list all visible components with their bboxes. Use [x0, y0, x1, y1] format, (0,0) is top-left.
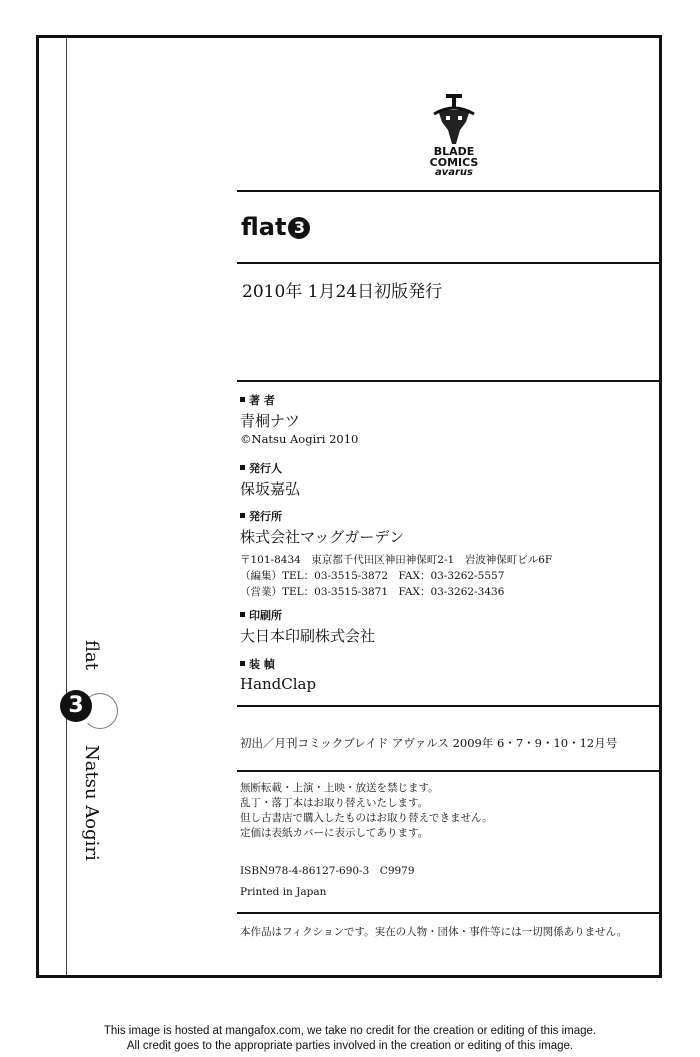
- fiction-notice: 本作品はフィクションです。実在の人物・団体・事件等には一切関係ありません。: [240, 926, 628, 938]
- spine-title: flat: [81, 640, 102, 670]
- divider-appearance: [237, 770, 662, 772]
- bullet-square-icon: [240, 661, 245, 666]
- author-name: 青桐ナツ: [240, 412, 300, 430]
- logo-line-1: BLADE: [433, 145, 475, 158]
- book-title: [241, 213, 310, 241]
- divider-title: [237, 262, 662, 264]
- publisher-person-name: 保坂嘉弘: [240, 480, 301, 498]
- isbn: ISBN978-4-86127-690-3 C9979: [240, 865, 415, 877]
- logo-line-2: COMICS: [429, 156, 479, 169]
- notice-line: 定価は表紙カバーに表示してあります。: [240, 827, 429, 839]
- bullet-square-icon: [240, 513, 245, 518]
- castle-emblem-icon: [420, 92, 488, 150]
- spine-divider: [66, 38, 67, 975]
- publisher-label: 発行所: [240, 508, 282, 524]
- publisher-address: 〒101-8434 東京都千代田区神田神保町2-1 岩波神保町ビル6F: [240, 554, 553, 566]
- bullet-square-icon: [240, 465, 245, 470]
- hosting-notice-line-2: All credit goes to the appropriate parties involved in the creation or editing of this image.: [126, 1040, 574, 1052]
- first-edition-date: 2010年 1月24日初版発行: [242, 282, 443, 302]
- printer-label: 印刷所: [240, 607, 282, 623]
- divider-date: [237, 380, 662, 382]
- printed-in: Printed in Japan: [240, 886, 327, 898]
- divider-notices: [237, 912, 662, 914]
- hosting-notice-line-1: This image is hosted at mangafox.com, we take no credit for the creation or editing of this image.: [103, 1025, 597, 1037]
- first-appearance: 初出／月刊コミックブレイド アヴァルス 2009年 6・7・9・10・12月号: [240, 736, 618, 750]
- publisher-name: 株式会社マッグガーデン: [240, 528, 405, 546]
- bullet-square-icon: [240, 397, 245, 402]
- notice-line: 無断転載・上演・上映・放送を禁じます。: [240, 782, 439, 794]
- publisher-tel-sales: （営業）TEL：03-3515-3871 FAX：03-3262-3436: [240, 586, 505, 598]
- bullet-square-icon: [240, 612, 245, 617]
- author-label: 著 者: [240, 392, 275, 408]
- author-copyright: ©Natsu Aogiri 2010: [240, 432, 359, 446]
- logo-line-3: avarus: [434, 167, 474, 178]
- publisher-person-label: 発行人: [240, 460, 282, 476]
- blade-comics-logo: [420, 92, 488, 182]
- publisher-tel-editorial: （編集）TEL：03-3515-3872 FAX：03-3262-5557: [240, 570, 505, 582]
- printer-name: 大日本印刷株式会社: [240, 627, 376, 645]
- design-label: 装 幀: [240, 656, 275, 672]
- book-title-text: flat: [241, 213, 287, 241]
- volume-badge: 3: [288, 217, 310, 239]
- spine-volume-badge: 3: [60, 690, 92, 722]
- notice-line: 乱丁・落丁本はお取り替えいたします。: [240, 797, 429, 809]
- notice-line: 但し古書店で購入したものはお取り替えできません。: [240, 812, 493, 824]
- divider-credits: [237, 705, 662, 707]
- design-name: HandClap: [240, 675, 317, 693]
- divider-top: [237, 190, 662, 192]
- spine-author: Natsu Aogiri: [81, 745, 102, 861]
